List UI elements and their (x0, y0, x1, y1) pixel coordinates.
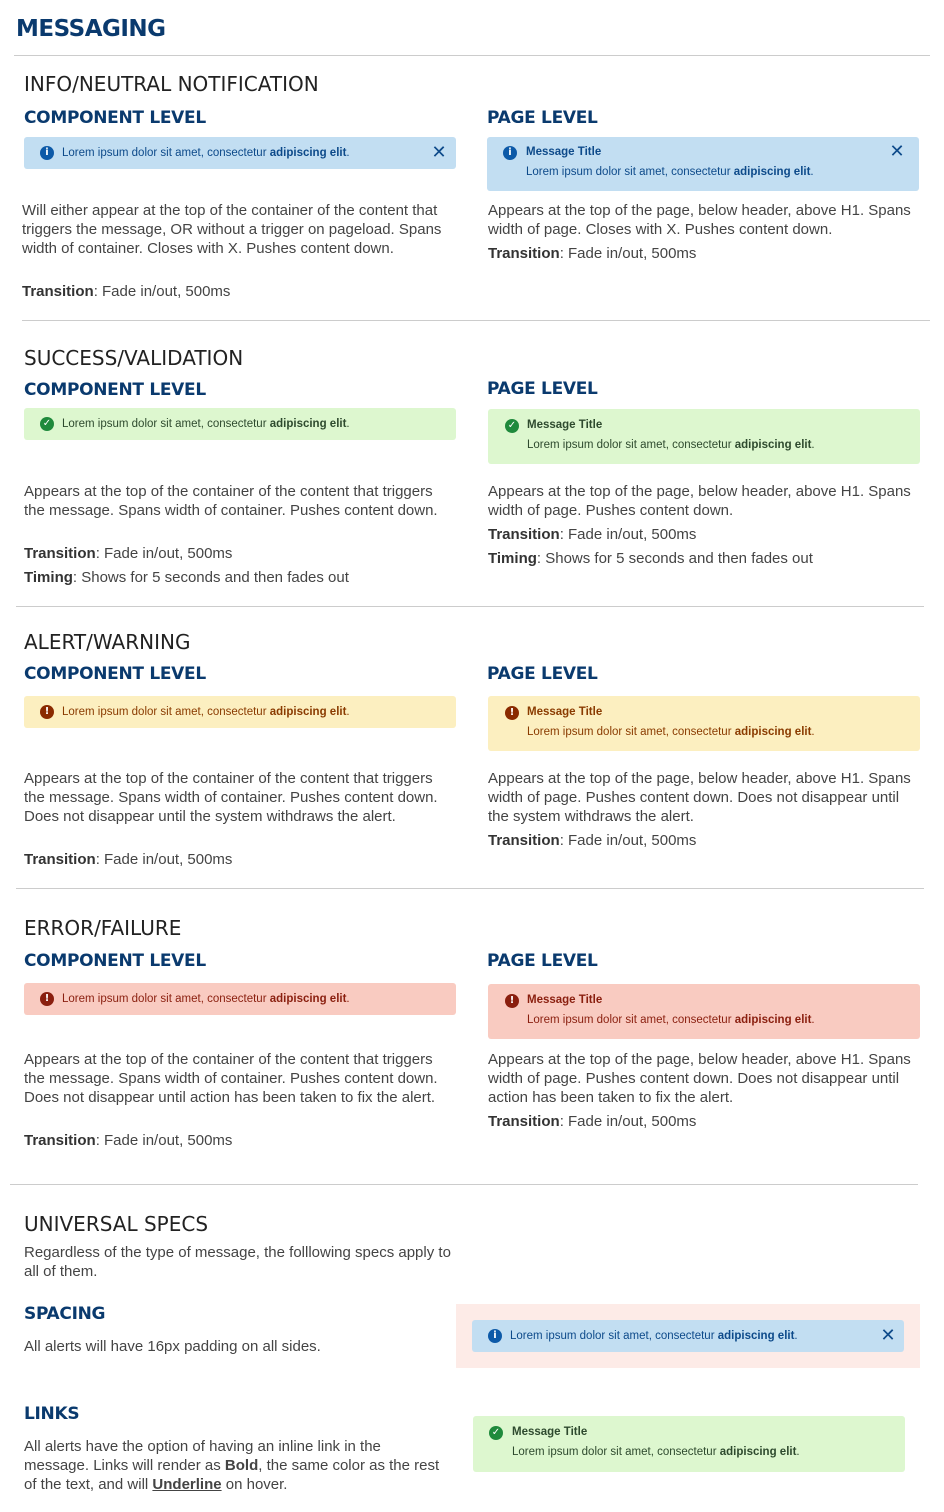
close-icon[interactable]: ✕ (431, 142, 447, 163)
info-icon: i (40, 146, 54, 160)
page-level-heading: PAGE LEVEL (487, 951, 598, 971)
error-page-desc: Appears at the top of the page, below header, above H1. Spans width of page. Pushes content down. Does not disappear until action has been taken to fix the alert. (488, 1051, 911, 1106)
warning-component-transition: Transition: Fade in/out, 500ms (24, 851, 233, 868)
divider (16, 888, 924, 889)
exclamation-circle-icon: ! (505, 994, 519, 1008)
alert-message: Lorem ipsum dolor sit amet, consectetur adipiscing elit. (510, 1330, 798, 1342)
check-circle-icon: ✓ (40, 417, 54, 431)
alert-message: Lorem ipsum dolor sit amet, consectetur adipiscing elit. (527, 1014, 815, 1026)
divider (22, 320, 930, 321)
success-page-desc: Appears at the top of the page, below header, above H1. Spans width of page. Pushes content down. (488, 483, 911, 519)
component-level-heading: COMPONENT LEVEL (24, 108, 206, 128)
alert-message: Lorem ipsum dolor sit amet, consectetur adipiscing elit. (62, 706, 350, 718)
success-page-alert (488, 409, 920, 464)
info-icon: i (488, 1329, 502, 1343)
section-title-warning: ALERT/WARNING (24, 630, 191, 654)
warning-page-transition: Transition: Fade in/out, 500ms (488, 832, 697, 849)
alert-message: Lorem ipsum dolor sit amet, consectetur adipiscing elit. (62, 993, 350, 1005)
error-page-alert (488, 984, 920, 1039)
success-page-transition: Transition: Fade in/out, 500ms (488, 526, 697, 543)
component-level-heading: COMPONENT LEVEL (24, 951, 206, 971)
success-component-timing: Timing: Shows for 5 seconds and then fades out (24, 569, 349, 586)
inline-link[interactable]: adipiscing elit (269, 993, 347, 1005)
warning-component-alert (24, 696, 456, 728)
success-component-transition: Transition: Fade in/out, 500ms (24, 545, 233, 562)
section-title-info: INFO/NEUTRAL NOTIFICATION (24, 72, 319, 96)
page-title: MESSAGING (16, 16, 166, 42)
info-component-desc: Will either appear at the top of the container of the content that triggers the message, OR without a trigger on pageload. Spans width of container. Closes with X. Pushes content down. (22, 202, 442, 257)
alert-message: Lorem ipsum dolor sit amet, consectetur adipiscing elit. (527, 439, 815, 451)
alert-message: Lorem ipsum dolor sit amet, consectetur adipiscing elit. (62, 147, 350, 159)
close-icon[interactable]: ✕ (889, 141, 905, 162)
warning-page-desc: Appears at the top of the page, below header, above H1. Spans width of page. Pushes content down. Does not disappear until the system withdraws the alert. (488, 770, 911, 825)
info-page-alert (487, 137, 919, 191)
check-circle-icon: ✓ (505, 419, 519, 433)
error-page-transition: Transition: Fade in/out, 500ms (488, 1113, 697, 1130)
alert-message: Lorem ipsum dolor sit amet, consectetur adipiscing elit. (527, 726, 815, 738)
info-page-transition: Transition: Fade in/out, 500ms (488, 245, 697, 262)
info-component-transition: Transition: Fade in/out, 500ms (22, 283, 231, 300)
info-page-desc: Appears at the top of the page, below header, above H1. Spans width of page. Closes with X. Pushes content down. (488, 202, 911, 238)
alert-title: Message Title (527, 419, 603, 431)
warning-page-alert (488, 696, 920, 751)
inline-link[interactable]: adipiscing elit (269, 147, 347, 159)
close-icon[interactable]: ✕ (880, 1325, 896, 1346)
error-component-alert (24, 983, 456, 1015)
success-page-timing: Timing: Shows for 5 seconds and then fades out (488, 550, 813, 567)
alert-message: Lorem ipsum dolor sit amet, consectetur adipiscing elit. (526, 166, 814, 178)
page-level-heading: PAGE LEVEL (487, 379, 598, 399)
error-component-transition: Transition: Fade in/out, 500ms (24, 1132, 233, 1149)
component-level-heading: COMPONENT LEVEL (24, 664, 206, 684)
page-level-heading: PAGE LEVEL (487, 108, 598, 128)
inline-link[interactable]: adipiscing elit (719, 1446, 797, 1458)
links-desc: All alerts have the option of having an inline link in the message. Links will render as Bold, the same color as the rest of the text, and will Underline on hover. (24, 1438, 440, 1493)
alert-title: Message Title (527, 706, 603, 718)
success-links-alert (473, 1416, 905, 1472)
universal-intro: Regardless of the type of message, the folllowing specs apply to all of them. (24, 1244, 451, 1280)
alert-message: Lorem ipsum dolor sit amet, consectetur adipiscing elit. (62, 418, 350, 430)
alert-title: Message Title (527, 994, 603, 1006)
spacing-desc: All alerts will have 16px padding on all sides. (24, 1338, 321, 1355)
component-level-heading: COMPONENT LEVEL (24, 380, 206, 400)
exclamation-circle-icon: ! (40, 992, 54, 1006)
inline-link[interactable]: adipiscing elit (717, 1330, 795, 1342)
warning-component-desc: Appears at the top of the container of the content that triggers the message. Spans width of container. Pushes content down. Does not disappear until the system withdraws the alert. (24, 770, 438, 825)
spacing-heading: SPACING (24, 1304, 106, 1324)
check-circle-icon: ✓ (489, 1426, 503, 1440)
page-level-heading: PAGE LEVEL (487, 664, 598, 684)
inline-link[interactable]: adipiscing elit (269, 706, 347, 718)
inline-link[interactable]: adipiscing elit (734, 439, 812, 451)
links-heading: LINKS (24, 1404, 80, 1424)
error-component-desc: Appears at the top of the container of the content that triggers the message. Spans width of container. Pushes content down. Does not disappear until action has been taken to fix the alert. (24, 1051, 438, 1106)
divider (16, 606, 924, 607)
alert-message: Lorem ipsum dolor sit amet, consectetur adipiscing elit. (512, 1446, 800, 1458)
section-title-universal: UNIVERSAL SPECS (24, 1212, 209, 1236)
spacing-demo (456, 1304, 920, 1368)
success-component-desc: Appears at the top of the container of the content that triggers the message. Spans width of container. Pushes content down. (24, 483, 438, 519)
inline-link[interactable]: adipiscing elit (269, 418, 347, 430)
section-title-error: ERROR/FAILURE (24, 916, 182, 940)
alert-title: Message Title (512, 1426, 588, 1438)
inline-link[interactable]: adipiscing elit (734, 1014, 812, 1026)
success-component-alert (24, 408, 456, 440)
divider (10, 1184, 918, 1185)
info-component-alert (24, 137, 456, 169)
inline-link[interactable]: adipiscing elit (733, 166, 811, 178)
inline-link[interactable]: adipiscing elit (734, 726, 812, 738)
divider (14, 55, 930, 56)
exclamation-circle-icon: ! (505, 706, 519, 720)
alert-title: Message Title (526, 146, 602, 158)
exclamation-circle-icon: ! (40, 705, 54, 719)
info-icon: i (503, 146, 517, 160)
info-spacing-alert (472, 1320, 904, 1352)
section-title-success: SUCCESS/VALIDATION (24, 346, 244, 370)
